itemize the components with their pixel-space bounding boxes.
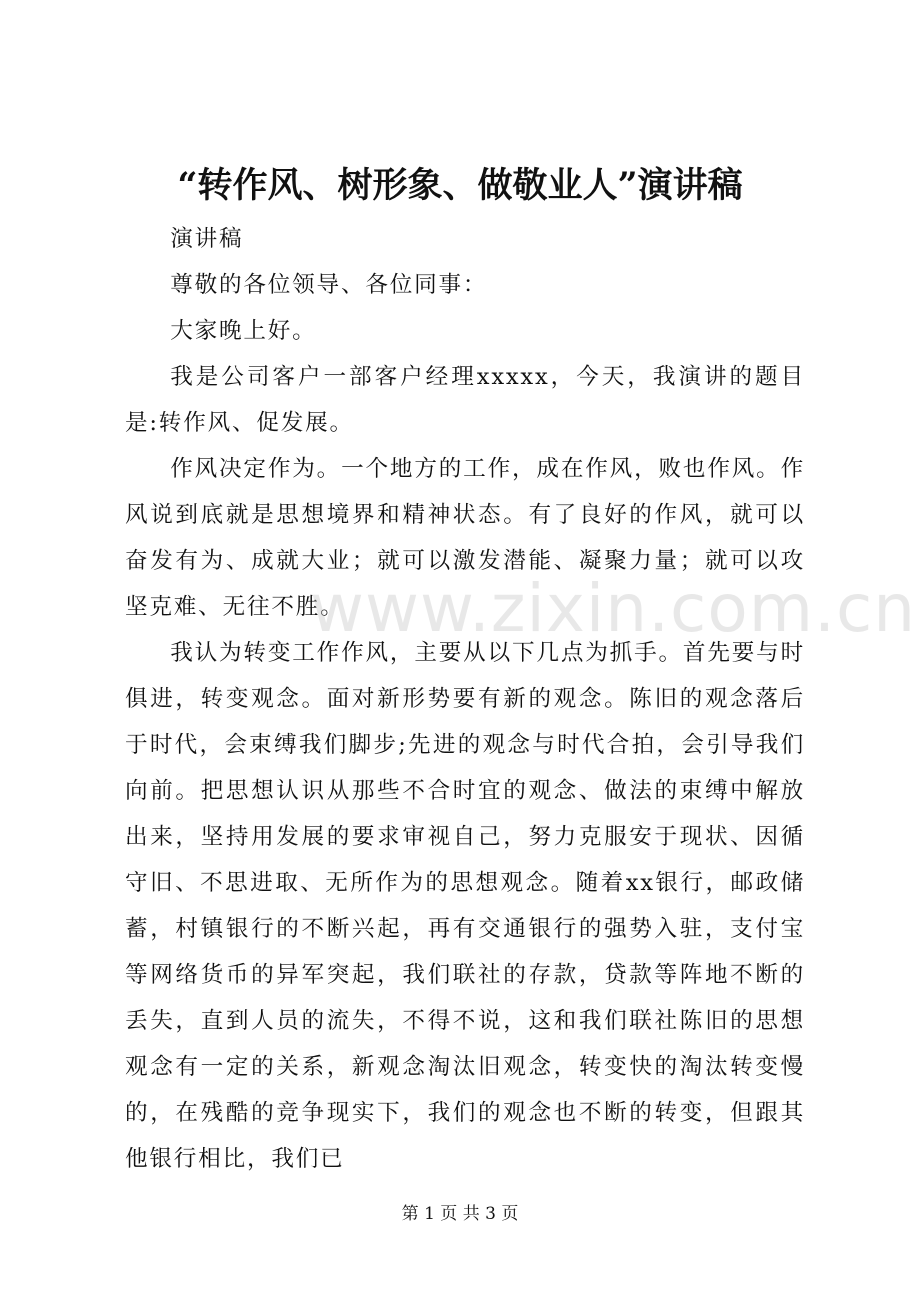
paragraph-work-style-change: 我认为转变工作作风，主要从以下几点为抓手。首先要与时俱进，转变观念。面对新形势要有新的观念。陈旧的观念落后于时代，会束缚我们脚步;先进的观念与时代合拍，会引导我们向前。把思想认识从那些不合时宜的观念、做法的束缚中解放出来，坚持用发展的要求审视自己，努力克服安于现状、因循守旧、不思进取、无所作为的思想观念。随着xx银行，邮政储蓄，村镇银行的不断兴起，再有交通银行的强势入驻，支付宝等网络货币的异军突起，我们联社的存款，贷款等阵地不断的丢失，直到人员的流失，不得不说，这和我们联社陈旧的思想观念有一定的关系，新观念淘汰旧观念，转变快的淘汰转变慢的，在残酷的竞争现实下，我们的观念也不断的转变，但跟其他银行相比，我们已 — [125, 640, 805, 1172]
page-footer: 第 1 页 共 3 页 — [401, 1204, 519, 1224]
watermark-text: www.zixin.com.cn — [310, 570, 917, 647]
document-title: “转作风、树形象、做敬业人”演讲稿 — [177, 165, 743, 206]
paragraph-heading: 演讲稿 — [170, 226, 244, 252]
document-body — [125, 216, 805, 1182]
paragraph-salutation: 尊敬的各位领导、各位同事： — [170, 272, 488, 298]
paragraph-introduction: 我是公司客户一部客户经理xxxxx，今天，我演讲的题目是:转作风、促发展。 — [125, 364, 805, 436]
paragraph-greeting: 大家晚上好。 — [170, 318, 317, 344]
paragraph-style-importance: 作风决定作为。一个地方的工作，成在作风，败也作风。作风说到底就是思想境界和精神状态。有了良好的作风，就可以奋发有为、成就大业；就可以激发潜能、凝聚力量；就可以攻坚克难、无往不胜。 — [125, 456, 805, 620]
